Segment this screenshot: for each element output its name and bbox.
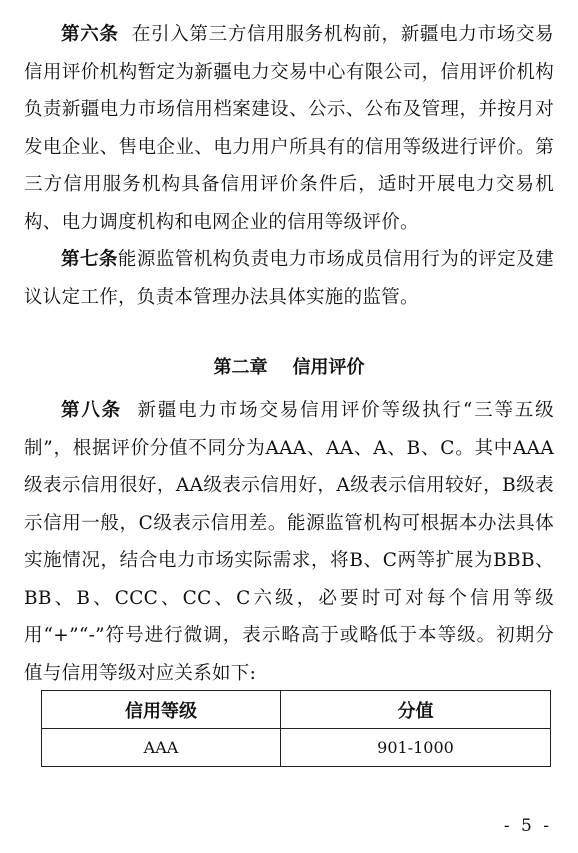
article-6 xyxy=(24,16,554,241)
article-6-label: 第六条 xyxy=(61,24,119,45)
credit-grade-table xyxy=(41,690,551,767)
chapter-number: 第二章 xyxy=(213,357,268,378)
cell-score: 901-1000 xyxy=(281,729,551,767)
article-8-gap xyxy=(122,400,137,421)
chapter-heading xyxy=(0,353,578,383)
cell-grade: AAA xyxy=(42,729,281,767)
table-row xyxy=(42,729,551,767)
page-number: - 5 - xyxy=(503,816,552,836)
article-6-gap xyxy=(119,24,132,45)
article-7-label: 第七条 xyxy=(61,249,118,270)
article-8 xyxy=(24,392,554,692)
header-score: 分值 xyxy=(281,691,551,729)
article-6-text: 在引入第三方信用服务机构前，新疆电力市场交易信用评价机构暂定为新疆电力交易中心有限公司，信用评价机构负责新疆电力市场信用档案建设、公示、公布及管理，并按月对发电企业、售电企业、电力用户所具有的信用等级进行评价。第三方信用服务机构具备信用评价条件后，适时开展电力交易机构、电力调度机构和电网企业的信用等级评价。 xyxy=(24,24,554,233)
article-8-text: 新疆电力市场交易信用评价等级执行“三等五级制”，根据评价分值不同分为AAA、AA、A、B、C。其中AAA级表示信用很好，AA级表示信用好，A级表示信用较好，B级表示信用一般，C级表示信用差。能源监管机构可根据本办法具体实施情况，结合电力市场实际需求，将B、C两等扩展为BBB、BB、B、CCC、CC、C六级，必要时可对每个信用等级用“+”“-”符号进行微调，表示略高于或略低于本等级。初期分值与信用等级对应关系如下: xyxy=(24,400,554,684)
chapter-title: 信用评价 xyxy=(292,357,365,378)
article-7-text: 能源监管机构负责电力市场成员信用行为的评定及建议认定工作，负责本管理办法具体实施的监管。 xyxy=(24,249,554,308)
header-credit-grade: 信用等级 xyxy=(42,691,281,729)
article-8-label: 第八条 xyxy=(61,400,123,421)
article-7 xyxy=(24,241,554,316)
table-header-row xyxy=(42,691,551,729)
